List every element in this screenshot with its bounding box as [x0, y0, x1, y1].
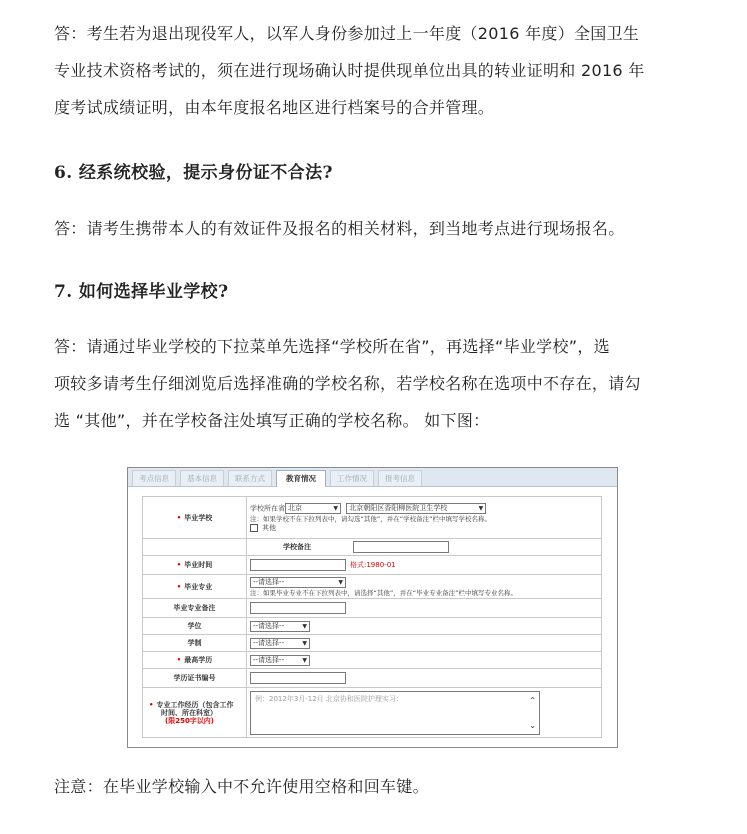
- chevron-down-icon: ▼: [478, 504, 484, 512]
- highest-edu-cell: [247, 652, 602, 669]
- highest-edu-select[interactable]: [250, 655, 310, 666]
- major-remark-input[interactable]: [250, 602, 346, 614]
- major-note: 注：如果毕业专业不在下拉列表中，请选择“其他”，并在“毕业专业备注”栏中填写专业名称。: [250, 588, 517, 597]
- degree-cell: [247, 618, 602, 635]
- required-marker: •: [176, 656, 182, 664]
- tab-contact[interactable]: 联系方式: [228, 470, 272, 486]
- degree-select-value: --请选择--: [253, 621, 285, 630]
- question-7-answer-line: 选 “其他”，并在学校备注处填写正确的学校名称。 如下图：: [54, 411, 490, 430]
- major-remark-cell: [247, 599, 602, 618]
- major-label: 毕业专业: [184, 582, 213, 591]
- education-form-screenshot: [127, 467, 618, 748]
- answer-intro-line: 专业技术资格考试的，须在进行现场确认时提供现单位出具的转业证明和 2016 年: [54, 61, 645, 80]
- school-label-cell: [143, 497, 247, 539]
- form-row-schooling: [143, 635, 602, 652]
- form-row-experience: [143, 688, 602, 738]
- experience-textarea[interactable]: [250, 691, 540, 735]
- required-marker: •: [176, 582, 182, 591]
- experience-limit: (限250字以内): [165, 716, 215, 725]
- form-row-cert-no: [143, 669, 602, 688]
- school-remark-label: 学校备注: [283, 543, 311, 551]
- province-select-value: 北京: [288, 503, 302, 512]
- degree-label: 学位: [143, 618, 247, 635]
- form-row-major-remark: [143, 599, 602, 618]
- major-label-cell: [143, 575, 247, 599]
- question-7-answer: [54, 328, 704, 439]
- footer-note: [54, 768, 704, 805]
- form-row-major: [143, 575, 602, 599]
- required-marker: •: [176, 561, 182, 569]
- school-remark-cell: [247, 539, 602, 556]
- highest-edu-label: 最高学历: [184, 656, 213, 664]
- highest-edu-select-value: --请选择--: [253, 655, 285, 664]
- question-6-title: 6. 经系统校验，提示身份证不合法?: [54, 163, 333, 183]
- chevron-down-icon: ▼: [302, 622, 307, 630]
- cert-no-input[interactable]: [250, 672, 346, 684]
- school-remark-input[interactable]: [353, 541, 449, 553]
- scroll-up-icon[interactable]: ⌃: [529, 695, 536, 705]
- school-select[interactable]: [346, 503, 486, 514]
- question-7-answer-line: 项较多请考生仔细浏览后选择准确的学校名称，若学校名称在选项中不存在，请勾: [54, 374, 641, 393]
- other-checkbox[interactable]: [250, 524, 258, 532]
- chevron-down-icon: ▼: [333, 504, 338, 512]
- schooling-cell: [247, 635, 602, 652]
- cert-no-cell: [247, 669, 602, 688]
- grad-time-format-hint: 格式:1980-01: [350, 561, 396, 569]
- form-row-school-remark: [143, 539, 602, 556]
- chevron-down-icon: ▼: [302, 639, 307, 647]
- major-remark-label: 毕业专业备注: [143, 599, 247, 618]
- question-6-answer-line: 答：请考生携带本人的有效证件及报名的相关材料，到当地考点进行现场报名。: [54, 219, 625, 238]
- degree-select[interactable]: [250, 621, 310, 632]
- experience-placeholder: 例：2012年3月-12月 北京协和医院护理实习：: [255, 694, 403, 703]
- school-label: 毕业学校: [184, 513, 213, 522]
- schooling-label: 学制: [143, 635, 247, 652]
- form-row-grad-time: [143, 556, 602, 575]
- cert-no-label: 学历证书编号: [143, 669, 247, 688]
- other-label: 其他: [262, 523, 276, 532]
- required-marker: •: [176, 513, 182, 522]
- highest-edu-label-cell: [143, 652, 247, 669]
- tab-basic-info[interactable]: 基本信息: [180, 470, 224, 486]
- answer-intro-line: 度考试成绩证明，由本年度报名地区进行档案号的合并管理。: [54, 98, 495, 117]
- question-6-answer: [54, 210, 704, 247]
- major-select[interactable]: [250, 577, 346, 588]
- blank-cell: [143, 539, 247, 556]
- province-select[interactable]: [285, 503, 341, 514]
- school-select-value: 北京朝阳区香阳柳医院卫生学校: [349, 503, 448, 512]
- form-tab-bar: [128, 468, 617, 487]
- question-7-answer-line: 答：请通过毕业学校的下拉菜单先选择“学校所在省”，再选择“毕业学校”，选: [54, 337, 610, 356]
- education-form-table: [142, 496, 602, 738]
- schooling-select[interactable]: [250, 638, 310, 649]
- grad-time-input[interactable]: [250, 559, 346, 571]
- required-marker: •: [149, 700, 154, 709]
- experience-cell: [247, 688, 602, 738]
- chevron-down-icon: ▼: [302, 656, 307, 664]
- province-prefix: 学校所在省: [250, 504, 285, 512]
- answer-intro: [54, 15, 704, 126]
- experience-label-line1: 专业工作经历（包含工作: [156, 700, 234, 709]
- grad-time-label: 毕业时间: [184, 561, 213, 569]
- school-note: 注：如果学校不在下拉列表中，请勾选“其他”，并在“学校备注”栏中填写学校名称。: [250, 514, 491, 523]
- chevron-down-icon: ▼: [338, 578, 343, 586]
- grad-time-label-cell: [143, 556, 247, 575]
- footer-note-text: 注意：在毕业学校输入中不允许使用空格和回车键。: [54, 777, 429, 796]
- form-row-school: [143, 497, 602, 539]
- answer-intro-line: 答：考生若为退出现役军人，以军人身份参加过上一年度（2016 年度）全国卫生: [54, 24, 640, 43]
- experience-label-line2: 时间、所在科室）: [161, 708, 217, 717]
- school-value-cell: [247, 497, 602, 539]
- experience-label-cell: [143, 688, 247, 738]
- tab-registration[interactable]: 报考信息: [378, 470, 422, 486]
- tab-education[interactable]: 教育情况: [276, 470, 326, 487]
- major-cell: [247, 575, 602, 599]
- tab-work[interactable]: 工作情况: [330, 470, 374, 486]
- major-select-value: --请选择--: [253, 577, 285, 586]
- tab-exam-site[interactable]: 考点信息: [132, 470, 176, 486]
- scroll-down-icon[interactable]: ⌄: [529, 720, 536, 730]
- schooling-select-value: --请选择--: [253, 638, 285, 647]
- form-row-degree: [143, 618, 602, 635]
- grad-time-cell: [247, 556, 602, 575]
- form-row-highest-edu: [143, 652, 602, 669]
- question-7-title: 7. 如何选择毕业学校?: [54, 282, 229, 302]
